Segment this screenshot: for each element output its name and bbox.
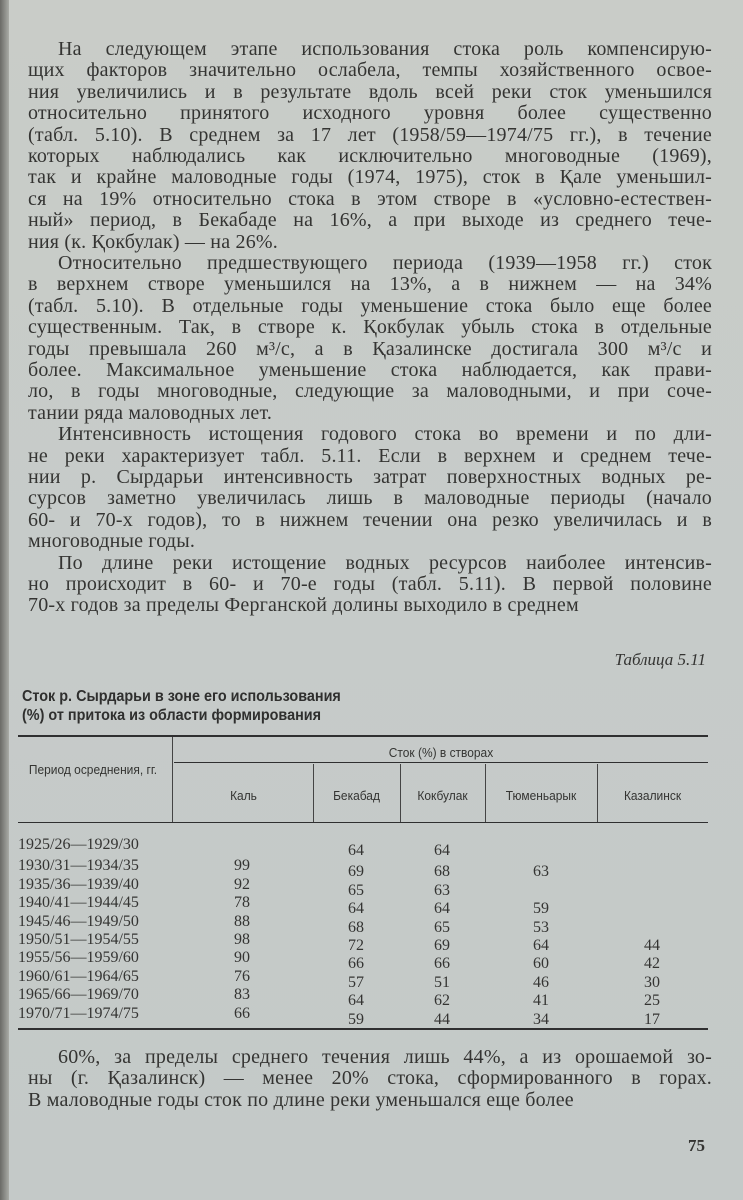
table-caption: Таблица 5.11 bbox=[614, 650, 706, 669]
text-line: (табл. 5.10). В отдельные годы уменьшение стока было еще более bbox=[28, 294, 712, 317]
text-line: ны (г. Қазалинск) — менее 20% стока, сформированного в горах. bbox=[28, 1067, 712, 1090]
table-divider bbox=[172, 737, 173, 823]
header-kal: Каль bbox=[230, 788, 257, 803]
value-cell: 57 bbox=[348, 973, 364, 991]
text-line: ся на 19% относительно стока в этом створе в «условно-естествен- bbox=[28, 187, 712, 210]
text-line: Интенсивность истощения годового стока во времени и по дли- bbox=[58, 423, 712, 446]
period-cell: 1935/36—1939/40 bbox=[18, 875, 139, 893]
text-line: в верхнем створе уменьшился на 13%, а в нижнем — на 34% bbox=[28, 273, 712, 296]
text-line: не реки характеризует табл. 5.11. Если в верхнем и среднем тече- bbox=[28, 444, 712, 467]
value-cell: 41 bbox=[533, 992, 549, 1010]
value-cell: 90 bbox=[234, 949, 250, 967]
table-row bbox=[18, 949, 708, 973]
table-group-rule bbox=[174, 762, 708, 763]
text-line: более. Максимальное уменьшение стока наблюдается, как прави- bbox=[28, 359, 712, 381]
text-line: многоводные годы. bbox=[28, 530, 196, 553]
value-cell: 60 bbox=[533, 955, 549, 973]
table-title-line-1: Сток р. Сырдарьи в зоне его использования bbox=[22, 688, 341, 705]
text-line: По длине реки истощение водных ресурсов наиболее интенсив- bbox=[58, 551, 712, 574]
table-top-rule bbox=[18, 735, 708, 737]
value-cell: 76 bbox=[234, 967, 250, 985]
value-cell: 68 bbox=[348, 918, 364, 936]
book-spine-edge bbox=[0, 0, 9, 1200]
period-cell: 1960/61—1964/65 bbox=[18, 967, 139, 985]
table-row bbox=[18, 1004, 708, 1028]
period-cell: 1930/31—1934/35 bbox=[18, 857, 139, 875]
value-cell: 64 bbox=[348, 900, 364, 918]
value-cell: 46 bbox=[533, 973, 549, 991]
table-divider bbox=[597, 764, 598, 822]
value-cell: 99 bbox=[234, 857, 250, 875]
header-kokbulak: Кокбулак bbox=[417, 788, 468, 803]
value-cell: 34 bbox=[533, 1010, 549, 1028]
table-divider bbox=[485, 764, 486, 822]
value-cell: 64 bbox=[348, 992, 364, 1010]
period-cell: 1965/66—1969/70 bbox=[18, 986, 139, 1004]
text-line: но происходит в 60- и 70-е годы (табл. 5.11). В первой половине bbox=[28, 573, 712, 595]
text-line: относительно принятого исходного уровня более существенно bbox=[28, 102, 712, 125]
text-line: сурсов заметно увеличилась лишь в маловодные периоды (начало bbox=[28, 487, 712, 510]
table-row bbox=[18, 986, 708, 1010]
value-cell: 69 bbox=[434, 937, 450, 954]
value-cell: 63 bbox=[434, 881, 450, 899]
table-row bbox=[18, 967, 708, 991]
value-cell: 68 bbox=[434, 863, 450, 881]
text-line: нии р. Сырдарьи интенсивность затрат поверхностных водных ре- bbox=[28, 466, 712, 488]
header-period: Период осреднения, гг. bbox=[28, 762, 158, 777]
table-row bbox=[18, 894, 708, 918]
value-cell: 25 bbox=[644, 992, 660, 1010]
value-cell: 64 bbox=[533, 937, 549, 954]
table-divider bbox=[313, 764, 314, 822]
text-line: так и крайне маловодные годы (1974, 1975), сток в Қале уменьшил- bbox=[28, 166, 712, 189]
value-cell: 62 bbox=[434, 992, 450, 1010]
period-cell: 1970/71—1974/75 bbox=[18, 1004, 139, 1022]
table-header-rule bbox=[18, 822, 708, 823]
table-row bbox=[18, 931, 708, 954]
text-line: На следующем этапе использования стока роль компенсирую- bbox=[58, 38, 712, 60]
table-row bbox=[18, 912, 708, 936]
header-kazalinsk: Казалинск bbox=[623, 788, 682, 803]
table-row bbox=[18, 836, 708, 859]
value-cell: 44 bbox=[644, 937, 660, 954]
value-cell: 42 bbox=[644, 955, 660, 973]
text-line: тании ряда маловодных лет. bbox=[28, 401, 273, 424]
text-line: (табл. 5.10). В среднем за 17 лет (1958/59—1974/75 гг.), в течение bbox=[28, 123, 712, 146]
text-line: В маловодные годы сток по длине реки уменьшался еще более bbox=[28, 1088, 574, 1111]
text-line: которых наблюдались как исключительно многоводные (1969), bbox=[28, 145, 712, 167]
value-cell: 64 bbox=[434, 900, 450, 918]
table-row bbox=[18, 875, 708, 899]
value-cell: 65 bbox=[434, 918, 450, 936]
text-line: существенным. Так, в створе к. Қокбулак убыль стока в отдельные bbox=[28, 316, 712, 339]
text-line: ния (к. Қокбулак) — на 26%. bbox=[28, 230, 278, 253]
value-cell: 69 bbox=[348, 863, 364, 881]
value-cell: 64 bbox=[434, 842, 450, 859]
value-cell: 66 bbox=[434, 955, 450, 973]
header-group: Сток (%) в створах bbox=[388, 745, 494, 760]
value-cell: 51 bbox=[434, 973, 450, 991]
text-line: щих факторов значительно ослабела, темпы хозяйственного освое- bbox=[28, 59, 712, 82]
header-bekabad: Бекабад bbox=[333, 788, 380, 803]
period-cell: 1940/41—1944/45 bbox=[18, 894, 139, 912]
value-cell: 66 bbox=[234, 1004, 250, 1022]
period-cell: 1950/51—1954/55 bbox=[18, 931, 139, 948]
header-tyumenaryk: Тюменьарык bbox=[505, 788, 577, 803]
value-cell: 88 bbox=[234, 912, 250, 930]
table-row bbox=[18, 857, 708, 881]
text-line: 60- и 70-х годов), то в нижнем течении она резко увеличилась и в bbox=[28, 508, 712, 531]
value-cell: 63 bbox=[533, 863, 549, 881]
period-cell: 1945/46—1949/50 bbox=[18, 912, 139, 930]
value-cell: 30 bbox=[644, 973, 660, 991]
text-line: ния увеличились и в результате вдоль всей реки сток уменьшился bbox=[28, 80, 712, 103]
value-cell: 59 bbox=[533, 900, 549, 918]
text-line: 60%, за пределы среднего течения лишь 44%, а из орошаемой зо- bbox=[58, 1046, 712, 1068]
text-line: ло, в годы многоводные, следующие за маловодными, и при соче- bbox=[28, 380, 712, 403]
value-cell: 59 bbox=[348, 1010, 364, 1028]
period-cell: 1955/56—1959/60 bbox=[18, 949, 139, 967]
value-cell: 53 bbox=[533, 918, 549, 936]
value-cell: 65 bbox=[348, 881, 364, 899]
value-cell: 44 bbox=[434, 1010, 450, 1028]
text-line: 70-х годов за пределы Ферганской долины выходило в среднем bbox=[28, 594, 579, 617]
value-cell: 83 bbox=[234, 986, 250, 1004]
text-line: Относительно предшествующего периода (1939—1958 гг.) сток bbox=[58, 252, 712, 274]
table-bottom-rule bbox=[18, 1028, 708, 1030]
value-cell: 92 bbox=[234, 875, 250, 893]
value-cell: 98 bbox=[234, 931, 250, 948]
value-cell: 64 bbox=[348, 842, 364, 859]
value-cell: 72 bbox=[348, 937, 364, 954]
text-line: ный» период, в Бекабаде на 16%, а при выходе из среднего тече- bbox=[28, 209, 712, 232]
text-line: годы превышала 260 м³/с, а в Қазалинске достигала 300 м³/с и bbox=[28, 337, 712, 360]
table-title-line-2: (%) от притока из области формирования bbox=[22, 707, 322, 724]
value-cell: 78 bbox=[234, 894, 250, 912]
period-cell: 1925/26—1929/30 bbox=[18, 836, 139, 853]
value-cell: 17 bbox=[644, 1010, 660, 1028]
page-number: 75 bbox=[688, 1136, 705, 1155]
value-cell: 66 bbox=[348, 955, 364, 973]
table-divider bbox=[400, 764, 401, 822]
